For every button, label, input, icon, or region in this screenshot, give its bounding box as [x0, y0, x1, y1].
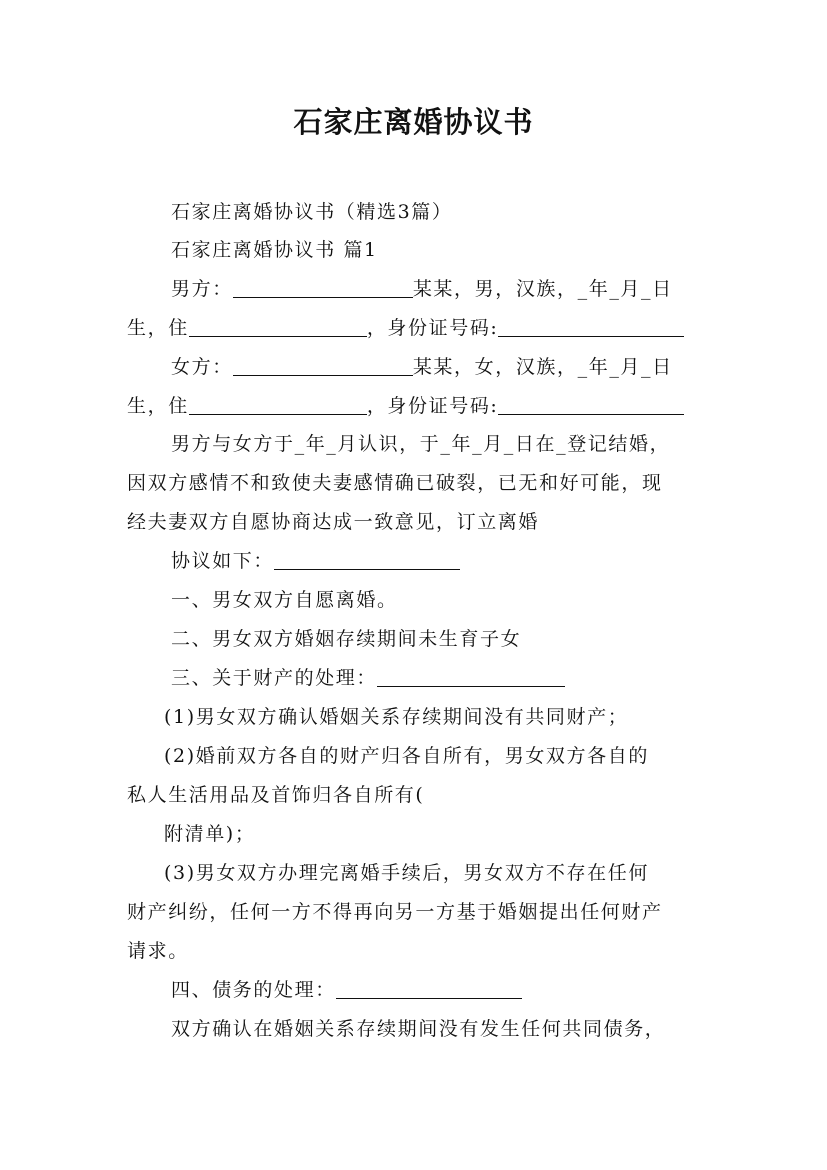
man-name-blank: [233, 279, 413, 298]
clause-1: 一、男女双方自愿离婚。: [171, 589, 398, 611]
agreement-label: 协议如下：: [171, 550, 275, 572]
paragraph-line: 男方与女方于_年_月认识，于_年_月_日在_登记结婚，: [171, 433, 671, 455]
clause-3-3-line: 请求。: [127, 940, 189, 962]
woman-info-line: [171, 354, 761, 380]
man-address-blank: [189, 318, 367, 337]
document-title: 石家庄离婚协议书: [293, 105, 534, 139]
woman-name-blank: [233, 357, 413, 376]
man-id-blank: [498, 318, 684, 337]
clause-4-blank: [336, 980, 522, 999]
paragraph-line: 因双方感情不和致使夫妻感情确已破裂，已无和好可能，现: [127, 472, 663, 494]
man-birth-label: 生，住: [127, 317, 189, 339]
man-details: 某某，男，汉族，_年_月_日: [412, 278, 673, 300]
document-subtitle: 石家庄离婚协议书（精选3篇）: [171, 201, 453, 223]
chapter-heading: 石家庄离婚协议书 篇1: [171, 239, 378, 261]
clause-3-2-line: (2)婚前双方各自的财产归各自所有，男女双方各自的: [164, 745, 649, 767]
clause-3-3-line: 财产纠纷，任何一方不得再向另一方基于婚姻提出任何财产: [127, 901, 663, 923]
paragraph-line: 经夫妻双方自愿协商达成一致意见，订立离婚: [127, 511, 540, 533]
woman-address-blank: [189, 396, 367, 415]
clause-3-2-line: 附清单)；: [164, 823, 256, 845]
clause-3-2-line: 私人生活用品及首饰归各自所有(: [127, 784, 425, 806]
clause-3-label: 三、关于财产的处理：: [171, 667, 378, 689]
clause-3-line: [171, 665, 761, 691]
woman-id-label: ，身份证号码:: [366, 395, 499, 417]
agreement-line: [171, 548, 761, 574]
clause-3-3-line: (3)男女双方办理完离婚手续后，男女双方不存在任何: [164, 862, 649, 884]
clause-3-1: (1)男女双方确认婚姻关系存续期间没有共同财产；: [164, 706, 629, 728]
clause-4-label: 四、债务的处理：: [171, 979, 336, 1001]
clause-3-blank: [377, 668, 565, 687]
man-address-line: [127, 315, 717, 341]
clause-4-line: [171, 977, 761, 1003]
clause-4-text: 双方确认在婚姻关系存续期间没有发生任何共同债务，: [171, 1018, 666, 1040]
woman-birth-label: 生，住: [127, 395, 189, 417]
clause-2: 二、男女双方婚姻存续期间未生育子女: [171, 628, 522, 650]
woman-details: 某某，女，汉族，_年_月_日: [412, 356, 673, 378]
woman-label: 女方：: [171, 356, 233, 378]
man-info-line: [171, 276, 761, 302]
man-id-label: ，身份证号码:: [366, 317, 499, 339]
man-label: 男方：: [171, 278, 233, 300]
woman-id-blank: [498, 396, 684, 415]
agreement-blank: [274, 551, 460, 570]
woman-address-line: [127, 393, 717, 419]
